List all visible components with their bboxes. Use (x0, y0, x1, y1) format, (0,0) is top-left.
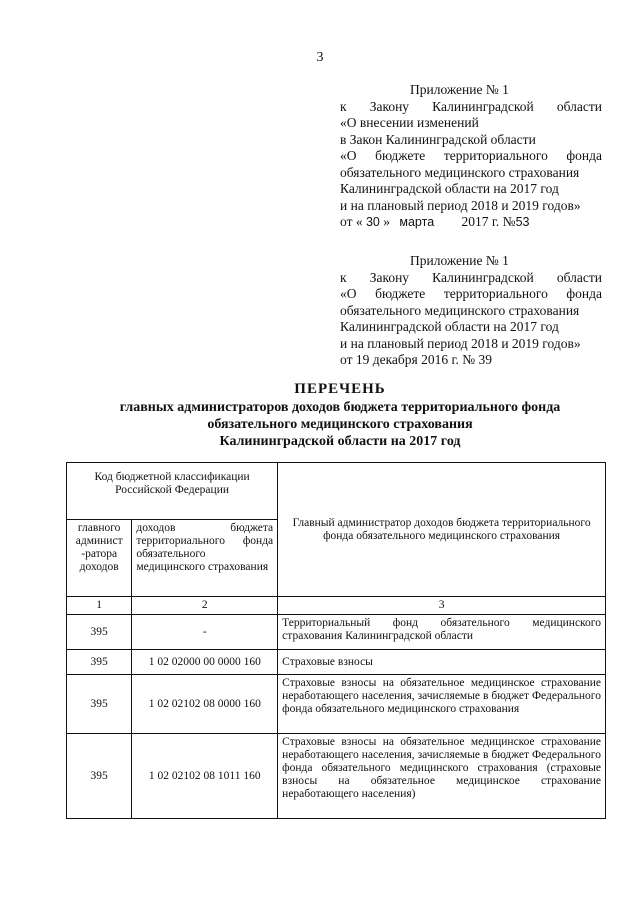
administrators-table (66, 462, 606, 819)
appendix-original-line: к Закону Калининградской области (340, 269, 602, 285)
row-income-code: 1 02 02102 08 1011 160 (132, 734, 278, 819)
column-number: 3 (278, 597, 606, 615)
date-year: 2017 г. № (461, 214, 516, 229)
appendix-current-line: Калининградской области на 2017 год (340, 181, 559, 196)
row-income-code: 1 02 02102 08 0000 160 (132, 675, 278, 734)
appendix-current-line: «О внесении изменений (340, 115, 479, 130)
row-admin-name: Страховые взносы на обязательное медицинское страхование неработающего населения, зачисляемые в бюджет Федерального фонда обязательного медицинского страхования (278, 675, 606, 734)
column-number: 2 (132, 597, 278, 615)
table-row (67, 615, 606, 650)
row-admin-code: 395 (67, 734, 132, 819)
row-admin-code: 395 (67, 615, 132, 650)
row-income-code: - (132, 615, 278, 650)
appendix-current-line: в Закон Калининградской области (340, 131, 536, 147)
document-title-line: главных администраторов доходов бюджета территориального фонда (119, 400, 561, 415)
document-title-line: обязательного медицинского страхования (207, 417, 473, 432)
table-header-row (67, 463, 606, 520)
row-admin-code: 395 (67, 650, 132, 675)
appendix-current-line: к Закону Калининградской области (340, 98, 602, 114)
column-number: 1 (67, 597, 132, 615)
document-title-main: ПЕРЕЧЕНЬ (294, 381, 386, 397)
appendix-original-line: Калининградской области на 2017 год (340, 319, 559, 334)
appendix-original (340, 253, 602, 369)
table-row (67, 650, 606, 675)
appendix-current-title: Приложение № 1 (410, 82, 509, 97)
date-day: 30 (365, 215, 380, 229)
row-income-code: 1 02 02000 00 0000 160 (132, 650, 278, 675)
appendix-current (340, 82, 602, 231)
date-month: марта (399, 215, 435, 229)
row-admin-code: 395 (67, 675, 132, 734)
appendix-original-line: «О бюджете территориального фонда (340, 286, 602, 301)
appendix-current-line: и на плановый период 2018 и 2019 годов» (340, 197, 581, 213)
row-admin-name: Страховые взносы на обязательное медицинское страхование неработающего населения, зачисляемые в бюджет Федерального фонда обязательного медицинского страхования (страховые взносы на обязательное медицинское страхование неработающего населения) (278, 734, 606, 819)
date-prefix: от « (340, 214, 363, 229)
document-title (60, 381, 620, 450)
appendix-original-line: от 19 декабря 2016 г. № 39 (340, 352, 493, 367)
header-income-code: доходов бюджета территориального фонда обязательного медицинского страхования (132, 520, 278, 597)
appendix-current-line: «О бюджете территориального фонда (340, 148, 602, 163)
appendix-original-title: Приложение № 1 (410, 253, 509, 268)
appendix-current-line: обязательного медицинского страхования (340, 164, 580, 180)
row-admin-name: Территориальный фонд обязательного медицинского страхования Калининградской области (278, 615, 606, 650)
appendix-original-line: и на плановый период 2018 и 2019 годов» (340, 335, 581, 351)
header-admin-code: главного админист -ратора доходов (67, 520, 132, 597)
page-number: 3 (316, 50, 324, 65)
row-admin-name: Страховые взносы (278, 650, 606, 675)
table-row (67, 734, 606, 819)
document-title-line: Калининградской области на 2017 год (219, 434, 461, 449)
date-number: 53 (515, 215, 530, 229)
date-day-suffix: » (383, 214, 391, 229)
appendix-current-date (340, 214, 602, 231)
header-classification: Код бюджетной классификации Российской Федерации (67, 463, 278, 520)
column-number-row (67, 597, 606, 615)
table-row (67, 675, 606, 734)
appendix-original-line: обязательного медицинского страхования (340, 302, 580, 318)
header-admin-name: Главный администратор доходов бюджета территориального фонда обязательного медицинского страхования (278, 463, 606, 597)
